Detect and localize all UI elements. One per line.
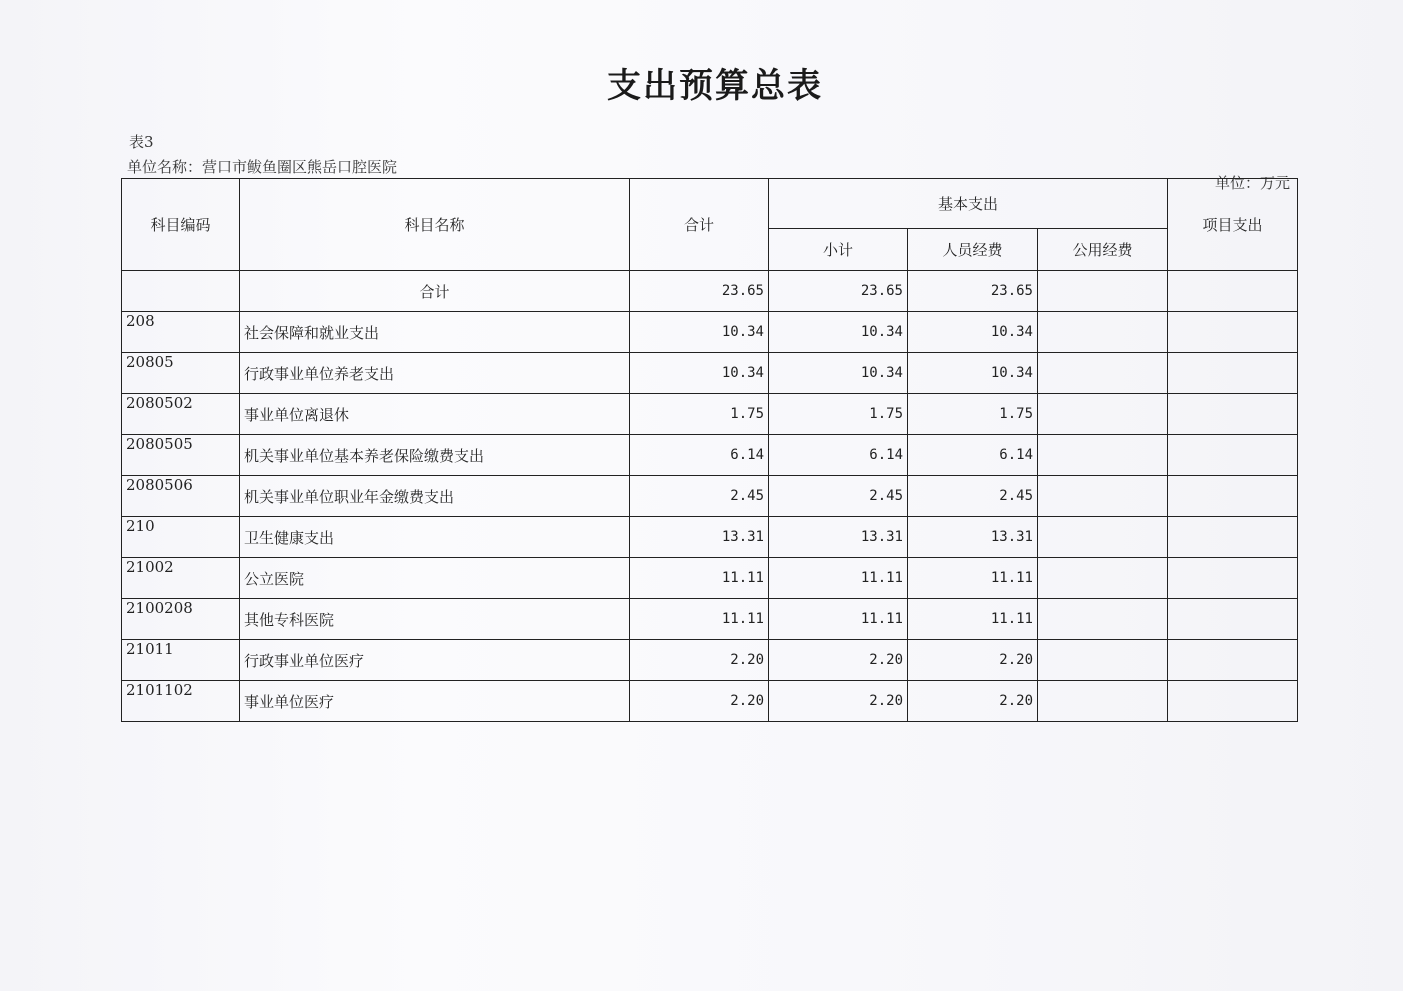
cell-project (1168, 394, 1298, 435)
cell-subtotal: 1.75 (769, 394, 908, 435)
cell-total: 11.11 (630, 558, 769, 599)
cell-project (1168, 681, 1298, 722)
budget-table (121, 178, 1298, 722)
cell-total: 2.20 (630, 640, 769, 681)
header-total: 合计 (630, 179, 769, 271)
cell-name: 事业单位离退休 (240, 394, 630, 435)
cell-personnel: 10.34 (908, 312, 1038, 353)
cell-total: 23.65 (630, 271, 769, 312)
cell-subtotal: 11.11 (769, 599, 908, 640)
cell-public (1038, 558, 1168, 599)
cell-personnel: 2.20 (908, 681, 1038, 722)
cell-personnel: 11.11 (908, 599, 1038, 640)
cell-subtotal: 2.45 (769, 476, 908, 517)
cell-personnel: 13.31 (908, 517, 1038, 558)
cell-code: 208 (122, 312, 240, 353)
cell-project (1168, 312, 1298, 353)
header-public: 公用经费 (1038, 229, 1168, 271)
cell-public (1038, 517, 1168, 558)
cell-name: 机关事业单位职业年金缴费支出 (240, 476, 630, 517)
cell-name: 公立医院 (240, 558, 630, 599)
cell-subtotal: 13.31 (769, 517, 908, 558)
table-row (122, 312, 1298, 353)
cell-total: 6.14 (630, 435, 769, 476)
cell-public (1038, 353, 1168, 394)
cell-public (1038, 435, 1168, 476)
cell-personnel: 1.75 (908, 394, 1038, 435)
cell-subtotal: 6.14 (769, 435, 908, 476)
table-number: 表3 (129, 133, 154, 151)
cell-personnel: 6.14 (908, 435, 1038, 476)
cell-total: 11.11 (630, 599, 769, 640)
cell-public (1038, 394, 1168, 435)
cell-subtotal: 23.65 (769, 271, 908, 312)
cell-code (122, 271, 240, 312)
cell-project (1168, 476, 1298, 517)
cell-public (1038, 640, 1168, 681)
cell-project (1168, 640, 1298, 681)
cell-total: 2.45 (630, 476, 769, 517)
table-row (122, 476, 1298, 517)
cell-public (1038, 312, 1168, 353)
cell-total: 1.75 (630, 394, 769, 435)
cell-code: 21002 (122, 558, 240, 599)
cell-name: 事业单位医疗 (240, 681, 630, 722)
cell-code: 2101102 (122, 681, 240, 722)
header-code: 科目编码 (122, 179, 240, 271)
cell-public (1038, 476, 1168, 517)
cell-project (1168, 435, 1298, 476)
cell-code: 2080505 (122, 435, 240, 476)
unit-name: 单位名称：营口市鲅鱼圈区熊岳口腔医院 (127, 158, 398, 176)
table-row (122, 517, 1298, 558)
cell-name: 其他专科医院 (240, 599, 630, 640)
cell-name: 社会保障和就业支出 (240, 312, 630, 353)
currency-unit: 单位：万元 (1215, 174, 1291, 192)
cell-personnel: 10.34 (908, 353, 1038, 394)
cell-project (1168, 353, 1298, 394)
cell-personnel: 11.11 (908, 558, 1038, 599)
cell-code: 210 (122, 517, 240, 558)
cell-project (1168, 599, 1298, 640)
table-row (122, 353, 1298, 394)
cell-project (1168, 271, 1298, 312)
cell-code: 2080506 (122, 476, 240, 517)
cell-name: 行政事业单位养老支出 (240, 353, 630, 394)
header-name: 科目名称 (240, 179, 630, 271)
table-row (122, 599, 1298, 640)
cell-subtotal: 11.11 (769, 558, 908, 599)
cell-name: 机关事业单位基本养老保险缴费支出 (240, 435, 630, 476)
cell-subtotal: 2.20 (769, 681, 908, 722)
cell-name: 行政事业单位医疗 (240, 640, 630, 681)
table-row-total (122, 271, 1298, 312)
cell-total: 2.20 (630, 681, 769, 722)
table-row (122, 394, 1298, 435)
cell-personnel: 23.65 (908, 271, 1038, 312)
cell-total: 13.31 (630, 517, 769, 558)
cell-name: 合计 (240, 271, 630, 312)
cell-public (1038, 681, 1168, 722)
table-row (122, 558, 1298, 599)
cell-personnel: 2.45 (908, 476, 1038, 517)
header-project: 项目支出 (1168, 179, 1298, 271)
table-row (122, 435, 1298, 476)
page-title: 支出预算总表 (607, 66, 823, 106)
header-basic: 基本支出 (769, 179, 1168, 229)
cell-subtotal: 10.34 (769, 353, 908, 394)
cell-project (1168, 558, 1298, 599)
header-personnel: 人员经费 (908, 229, 1038, 271)
cell-public (1038, 271, 1168, 312)
cell-subtotal: 10.34 (769, 312, 908, 353)
cell-total: 10.34 (630, 312, 769, 353)
cell-public (1038, 599, 1168, 640)
table-row (122, 681, 1298, 722)
table-row (122, 640, 1298, 681)
cell-name: 卫生健康支出 (240, 517, 630, 558)
cell-code: 21011 (122, 640, 240, 681)
header-subtotal: 小计 (769, 229, 908, 271)
cell-code: 2100208 (122, 599, 240, 640)
cell-code: 20805 (122, 353, 240, 394)
cell-code: 2080502 (122, 394, 240, 435)
cell-project (1168, 517, 1298, 558)
cell-total: 10.34 (630, 353, 769, 394)
cell-personnel: 2.20 (908, 640, 1038, 681)
cell-subtotal: 2.20 (769, 640, 908, 681)
